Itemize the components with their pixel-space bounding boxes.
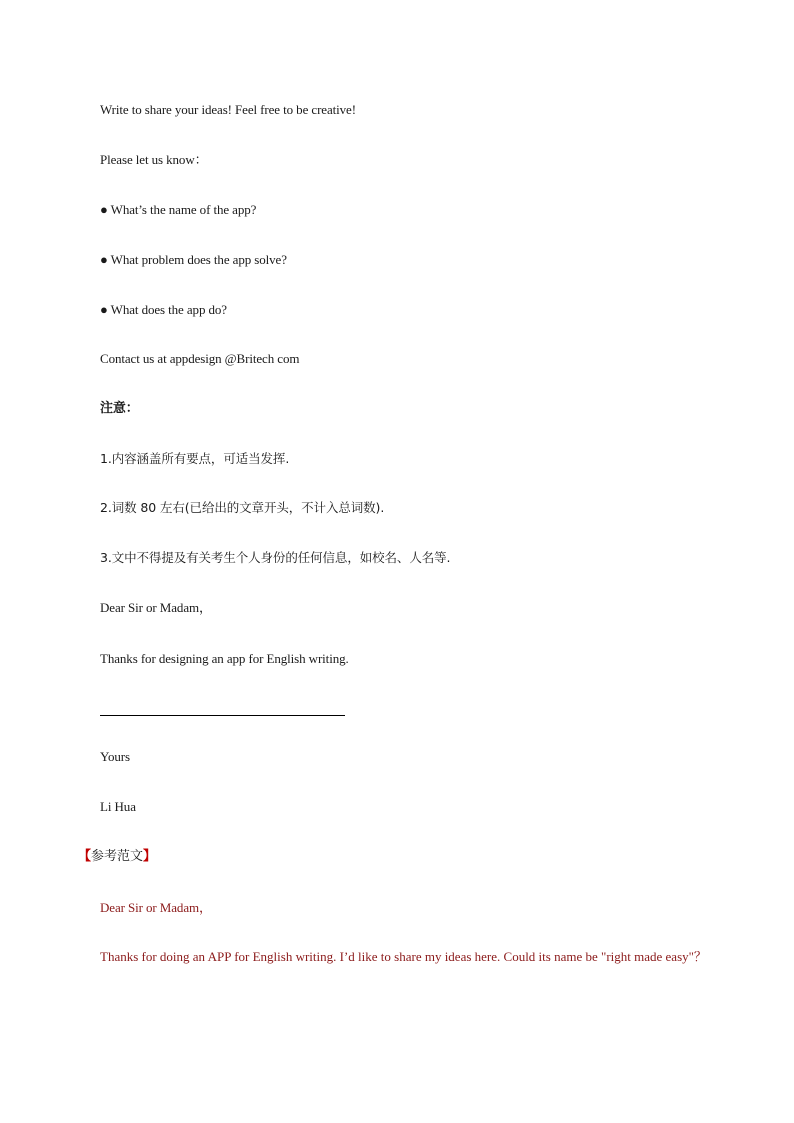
notes-heading: 注意： bbox=[100, 401, 139, 416]
note-item-2: 2.词数 80 左右(已给出的文章开头，不计入总词数). bbox=[100, 500, 385, 515]
letter-greeting: Dear Sir or Madam， bbox=[100, 600, 212, 615]
letter-signature: Li Hua bbox=[100, 799, 136, 814]
prompt-contact: Contact us at appdesign @Britech com bbox=[100, 351, 300, 366]
sample-paragraph: Thanks for doing an APP for English writing. I’d like to share my ideas here. Could its name be "right made easy"？ bbox=[100, 949, 707, 964]
sample-heading-open-bracket: 【 bbox=[78, 849, 92, 864]
sample-heading bbox=[78, 848, 156, 866]
writing-blank-line bbox=[100, 715, 345, 716]
prompt-let-us-know: Please let us know： bbox=[100, 152, 208, 167]
prompt-bullet-name: ● What’s the name of the app? bbox=[100, 202, 257, 217]
note-item-1: 1.内容涵盖所有要点，可适当发挥. bbox=[100, 451, 290, 466]
sample-heading-text: 参考范文 bbox=[91, 849, 144, 864]
sample-heading-close-bracket: 】 bbox=[143, 849, 157, 864]
letter-opening: Thanks for designing an app for English writing. bbox=[100, 651, 349, 666]
note-item-3: 3.文中不得提及有关考生个人身份的任何信息，如校名、人名等. bbox=[100, 550, 451, 565]
letter-closing: Yours bbox=[100, 749, 130, 764]
sample-greeting: Dear Sir or Madam， bbox=[100, 900, 212, 915]
prompt-bullet-function: ● What does the app do? bbox=[100, 302, 227, 317]
prompt-intro: Write to share your ideas! Feel free to be creative! bbox=[100, 102, 356, 117]
prompt-bullet-problem: ● What problem does the app solve? bbox=[100, 252, 287, 267]
